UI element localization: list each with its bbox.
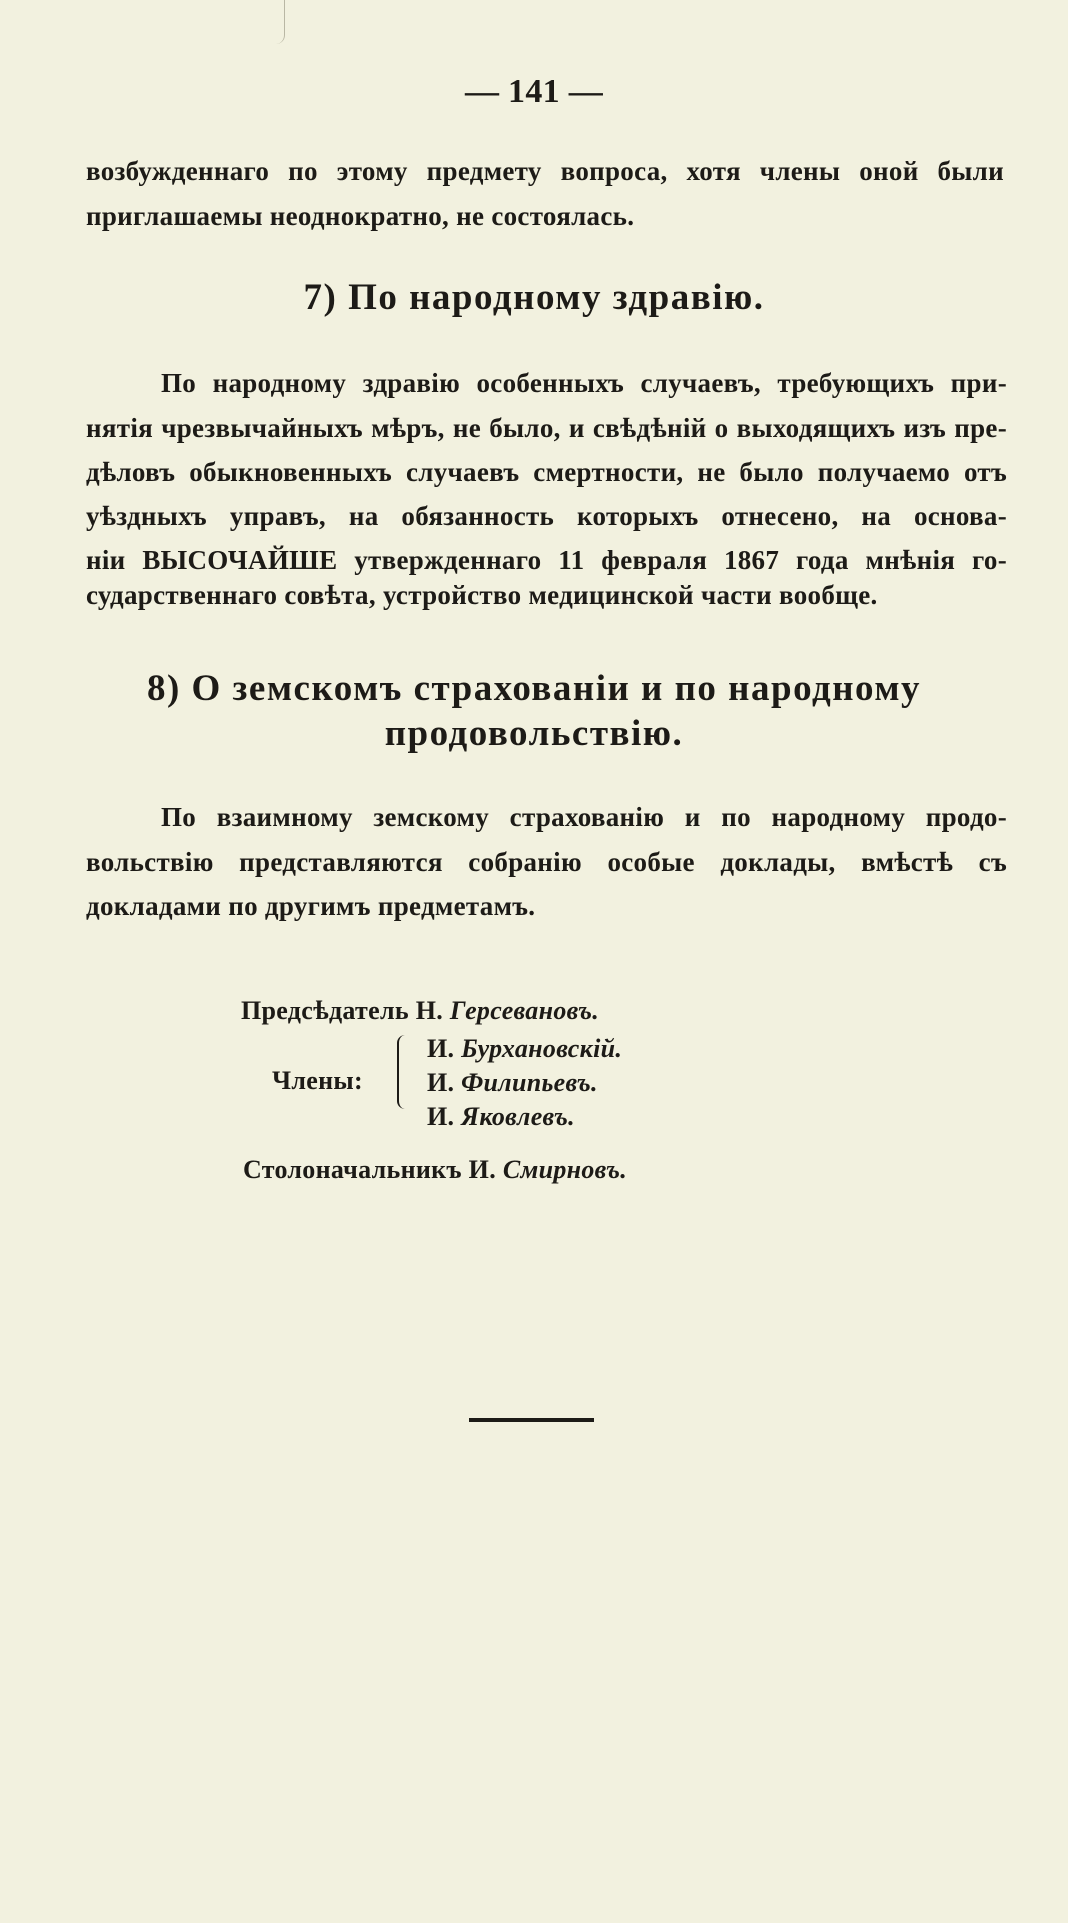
section-7-line-6: сударственнаго совѣта, устройство медицинской части вообще. [86,580,878,610]
section-8-line-2: вольствію представляются собранію особые доклады, вмѣстѣ съ [86,847,1007,877]
member-3 [427,1102,575,1132]
section-8-heading-line-2: продовольствію. [384,713,684,754]
section-7-line-1: По народному здравію особенныхъ случаевъ, требующихъ при- [161,368,1007,398]
member-1-name: Бурхановскій. [461,1034,623,1063]
section-8-line-3: докладами по другимъ предметамъ. [86,891,536,921]
member-2-name: Филипьевъ. [461,1068,598,1097]
section-7-line-3: дѣловъ обыкновенныхъ случаевъ смертности, не было получаемо отъ [86,457,1007,487]
member-3-initial: И. [427,1102,455,1131]
intro-line-1: возбужденнаго по этому предмету вопроса, хотя члены оной были [86,156,1004,186]
member-1-initial: И. [427,1034,455,1063]
chairman-title: Предсѣдатель Н. [241,996,444,1025]
member-2 [427,1068,598,1098]
section-7-heading: 7) По народному здравію. [303,277,765,318]
clerk-title: Столоначальникъ И. [243,1155,496,1184]
member-3-name: Яковлевъ. [461,1102,575,1131]
members-brace [397,1035,411,1109]
section-7-line-5: ніи ВЫСОЧАЙШЕ утвержденнаго 11 февраля 1867 года мнѣнія го- [86,545,1007,575]
clerk-name: Смирновъ. [502,1155,628,1184]
chairman-name: Герсевановъ. [449,996,599,1025]
section-8-heading-line-1: 8) О земскомъ страхованіи и по народному [146,668,922,709]
section-7-line-4: уѣздныхъ управъ, на обязанность которыхъ отнесено, на основа- [86,501,1007,531]
members-label: Члены: [272,1066,363,1095]
page-number: — 141 — [464,73,604,110]
chairman-signature [241,996,599,1026]
intro-line-2: приглашаемы неоднократно, не состоялась. [86,201,635,231]
section-7-line-2: нятія чрезвычайныхъ мѣръ, не было, и свѣдѣній о выходящихъ изъ пре- [86,413,1007,443]
end-rule [469,1418,594,1422]
member-1 [427,1034,622,1064]
clerk-signature [243,1155,627,1185]
member-2-initial: И. [427,1068,455,1097]
paper-fold-mark [276,0,285,44]
section-8-line-1: По взаимному земскому страхованію и по народному продо- [161,802,1007,832]
